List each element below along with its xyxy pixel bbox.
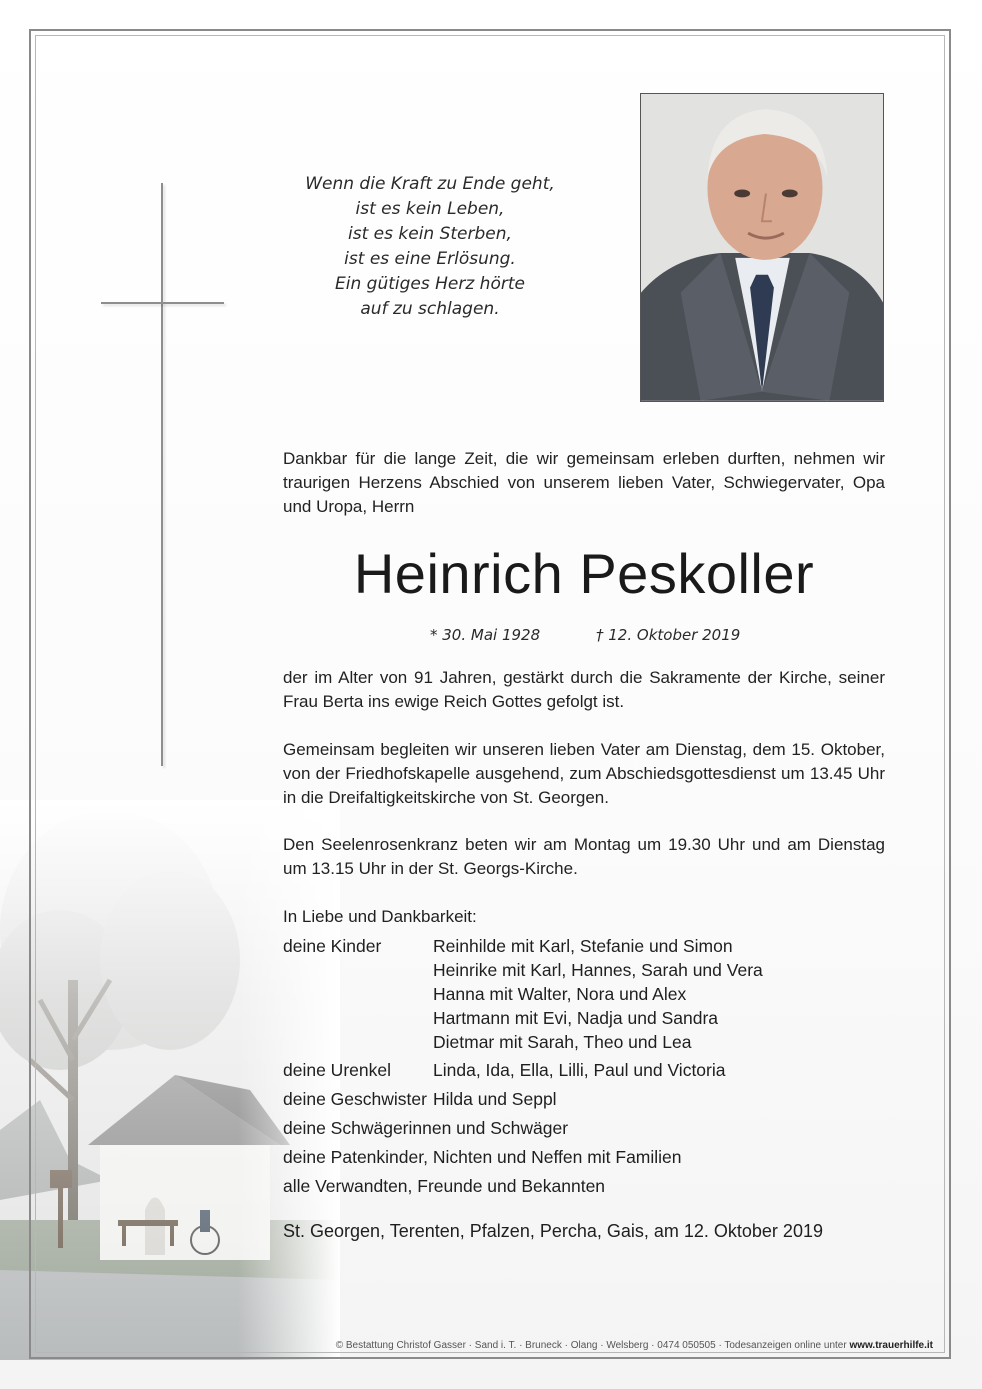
- schwaeger-line: deine Schwägerinnen und Schwäger: [283, 1118, 569, 1138]
- paragraph-passing: der im Alter von 91 Jahren, gestärkt durch die Sakramente der Kirche, seiner Frau Berta ins ewige Reich Gottes gefolgt ist.: [283, 668, 885, 711]
- poem-line: ist es eine Erlösung.: [344, 249, 516, 269]
- urenkel-value: Linda, Ida, Ella, Lilli, Paul und Victoria: [433, 1060, 726, 1080]
- geschwister-value: Hilda und Seppl: [433, 1089, 557, 1109]
- place-date: St. Georgen, Terenten, Pfalzen, Percha, Gais, am 12. Oktober 2019: [283, 1221, 823, 1241]
- footer: [283, 1340, 933, 1351]
- poem-line: ist es kein Sterben,: [348, 224, 512, 244]
- portrait-image: [641, 94, 883, 401]
- cross-icon-vertical: [161, 183, 163, 766]
- footer-website-link[interactable]: www.trauerhilfe.it: [849, 1340, 933, 1351]
- birth-date: * 30. Mai 1928: [430, 626, 541, 644]
- signature-heading: In Liebe und Dankbarkeit:: [283, 907, 477, 926]
- geschwister-label: deine Geschwister: [283, 1089, 427, 1109]
- portrait-photo: [640, 93, 884, 402]
- death-date: † 12. Oktober 2019: [596, 626, 741, 644]
- kinder-item: Hanna mit Walter, Nora und Alex: [433, 984, 687, 1004]
- poem-line: Wenn die Kraft zu Ende geht,: [305, 174, 555, 194]
- urenkel-label: deine Urenkel: [283, 1060, 391, 1080]
- poem-line: auf zu schlagen.: [360, 299, 500, 319]
- paragraph-rosary: Den Seelenrosenkranz beten wir am Montag um 19.30 Uhr und am Dienstag um 13.15 Uhr in der St. Georgs-Kirche.: [283, 835, 885, 878]
- poem: [280, 172, 580, 322]
- footer-text: © Bestattung Christof Gasser · Sand i. T. · Bruneck · Olang · Welsberg · 0474 050505 · Todesanzeigen online unter: [335, 1340, 850, 1351]
- kinder-item: Dietmar mit Sarah, Theo und Lea: [433, 1032, 692, 1052]
- verwandte-line: alle Verwandten, Freunde und Bekannten: [283, 1176, 606, 1196]
- intro-text: Dankbar für die lange Zeit, die wir gemeinsam erleben durften, nehmen wir traurigen Herzens Abschied von unserem lieben Vater, Schwiegervater, Opa und Uropa, Herrn: [283, 449, 885, 516]
- cross-icon-horizontal: [101, 302, 224, 304]
- kinder-label: deine Kinder: [283, 936, 382, 956]
- poem-line: Ein gütiges Herz hörte: [335, 274, 525, 294]
- deceased-name: Heinrich Peskoller: [353, 542, 815, 605]
- paragraph-funeral: Gemeinsam begleiten wir unseren lieben Vater am Dienstag, dem 15. Oktober, von der Friedhofskapelle ausgehend, zum Abschiedsgottesdienst um 13.45 Uhr in die Dreifaltigkeitskirche von St. Georgen.: [283, 740, 885, 807]
- kinder-item: Heinrike mit Karl, Hannes, Sarah und Vera: [433, 960, 763, 980]
- kinder-item: Reinhilde mit Karl, Stefanie und Simon: [433, 936, 733, 956]
- poem-line: ist es kein Leben,: [355, 199, 505, 219]
- paten-line: deine Patenkinder, Nichten und Neffen mit Familien: [283, 1147, 682, 1167]
- kinder-item: Hartmann mit Evi, Nadja und Sandra: [433, 1008, 718, 1028]
